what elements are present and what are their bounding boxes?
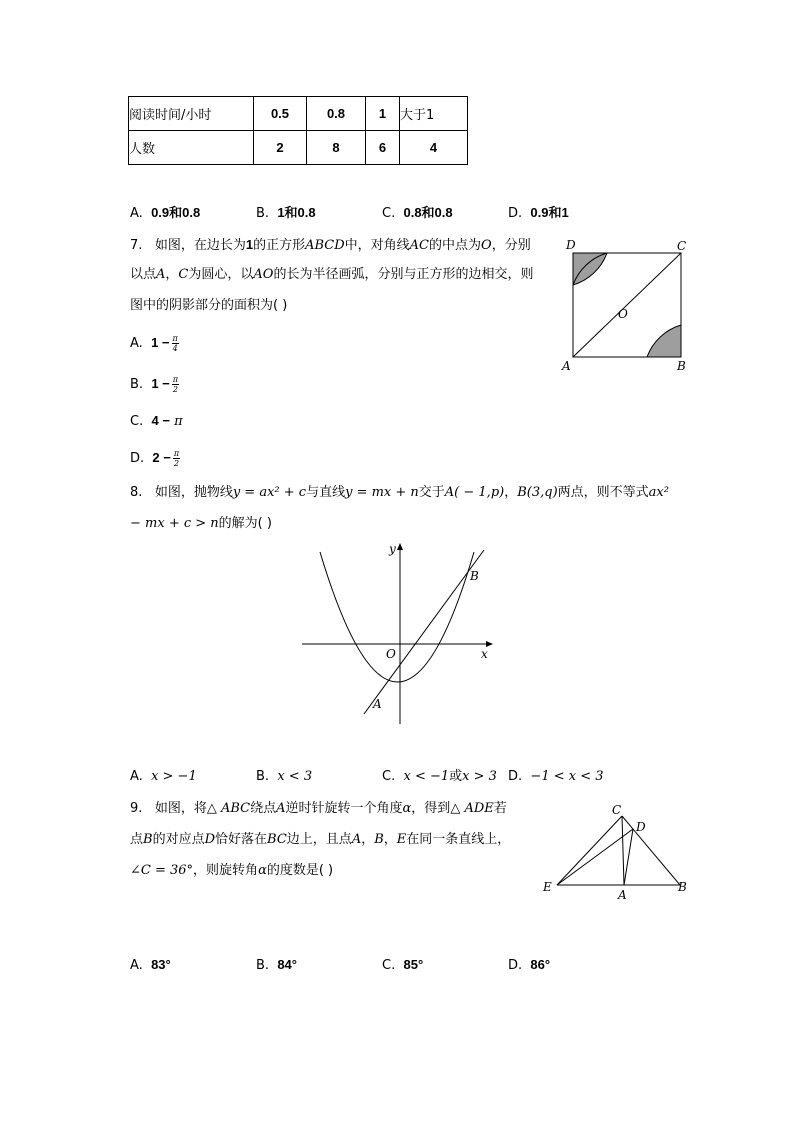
question-number: 7. xyxy=(130,238,143,253)
math: D xyxy=(204,832,216,847)
q6-option-b[interactable] xyxy=(256,204,316,223)
text: ， xyxy=(383,832,397,847)
text: 逆时针旋转一个角度 xyxy=(285,801,403,816)
q8-graph-figure xyxy=(296,536,502,730)
math: AO xyxy=(253,267,274,282)
parabola xyxy=(320,552,474,682)
option-text: 或 xyxy=(449,769,463,784)
segment-cb xyxy=(622,816,680,885)
math: △ ABC xyxy=(206,801,251,816)
q7-stem-line-1 xyxy=(130,236,531,255)
label-d: D xyxy=(636,820,646,834)
q6-option-c[interactable] xyxy=(382,204,453,223)
label-a: A xyxy=(562,359,571,373)
table-cell: 0.5 xyxy=(254,97,307,131)
numerator: π xyxy=(172,334,178,343)
reading-time-table xyxy=(128,96,468,165)
text: 的对应点 xyxy=(152,832,205,847)
text: 边上，且点 xyxy=(286,832,352,847)
table-row xyxy=(129,97,468,131)
math: y = ax² + c xyxy=(232,485,307,500)
segment-ed xyxy=(557,829,633,885)
text: 两点，则不等式 xyxy=(557,485,649,500)
option-label: A. xyxy=(130,958,143,973)
shaded-region-top-left xyxy=(573,253,607,285)
math: E xyxy=(396,832,407,847)
option-label: B. xyxy=(256,206,270,221)
option-label: B. xyxy=(130,377,144,392)
text: 绕点 xyxy=(250,801,277,816)
label-y: y xyxy=(389,542,396,556)
option-text: 0.9和1 xyxy=(530,205,569,220)
math: A xyxy=(351,832,362,847)
math: B xyxy=(374,832,384,847)
table-cell: 4 xyxy=(400,131,468,165)
math: △ ADE xyxy=(450,801,494,816)
option-text: 4 − xyxy=(151,413,170,428)
math: A( − 1,p) xyxy=(444,485,505,500)
text: ，分别 xyxy=(491,238,531,253)
text: ，则旋转角 xyxy=(193,863,259,878)
label-a: A xyxy=(373,697,382,711)
label-a: A xyxy=(618,888,627,902)
question-number: 9. xyxy=(130,801,143,816)
option-label: B. xyxy=(256,958,270,973)
label-b: B xyxy=(470,569,479,583)
text: 如图，抛物线 xyxy=(154,485,233,500)
option-text: 83° xyxy=(151,957,171,972)
math: y = mx + n xyxy=(345,485,419,500)
option-label: D. xyxy=(508,958,523,973)
option-text: x > 3 xyxy=(462,769,497,784)
text: 与直线 xyxy=(306,485,346,500)
option-text: 85° xyxy=(403,957,424,972)
option-text: x < −1 xyxy=(403,769,450,784)
option-text: π xyxy=(174,414,183,429)
q8-option-b[interactable] xyxy=(256,768,312,786)
math: ax² xyxy=(648,485,669,500)
label-b: B xyxy=(677,359,686,373)
text: 在同一条直线上， xyxy=(406,832,511,847)
label-o: O xyxy=(386,647,396,661)
table-cell: 2 xyxy=(254,131,307,165)
q9-stem-line-3 xyxy=(130,862,333,880)
q7-square-figure xyxy=(560,236,700,376)
shaded-region-bottom-right xyxy=(647,325,681,357)
option-label: C. xyxy=(382,958,396,973)
q7-stem-line-2 xyxy=(130,266,533,284)
text: ，得到 xyxy=(411,801,451,816)
label-c: C xyxy=(612,803,622,817)
q7-stem-line-3: 图中的阴影部分的面积为( ) xyxy=(130,298,288,313)
option-text: 84° xyxy=(277,957,297,972)
math: BC xyxy=(267,832,287,847)
math: B xyxy=(143,832,153,847)
q7-option-c[interactable] xyxy=(130,412,183,431)
option-label: D. xyxy=(508,769,523,784)
option-text: 86° xyxy=(530,957,551,972)
math: AC xyxy=(409,238,429,253)
math: B(3,q) xyxy=(517,485,558,500)
option-text: x < 3 xyxy=(277,769,313,784)
fraction xyxy=(172,375,179,394)
option-label: C. xyxy=(382,206,396,221)
label-c: C xyxy=(677,239,687,253)
text: 若 xyxy=(493,801,507,816)
text: 的解为( ) xyxy=(218,516,272,531)
math: A xyxy=(276,801,286,816)
question-number: 8. xyxy=(130,485,143,500)
table-cell: 1 xyxy=(366,97,400,131)
text: ， xyxy=(504,485,518,500)
option-label: D. xyxy=(130,451,145,466)
line-mx-n xyxy=(364,550,484,714)
option-text: 2 − xyxy=(152,450,171,465)
option-text: −1 < x < 3 xyxy=(530,769,604,784)
q6-option-a[interactable] xyxy=(130,204,200,223)
table-row xyxy=(129,131,468,165)
table-cell: 人数 xyxy=(129,131,254,165)
text: 以点 xyxy=(130,267,157,282)
math: ∠C = 36° xyxy=(130,863,194,878)
q9-option-a[interactable] xyxy=(130,956,171,975)
table-cell: 阅读时间/小时 xyxy=(129,97,254,131)
text: 恰好落在 xyxy=(215,832,268,847)
q7-option-d[interactable] xyxy=(130,449,180,468)
q6-option-d[interactable] xyxy=(508,204,569,223)
q8-option-c[interactable] xyxy=(382,768,497,786)
option-text: 0.9和0.8 xyxy=(151,205,201,220)
q7-option-b[interactable] xyxy=(130,375,179,394)
math: α xyxy=(402,801,412,816)
q9-stem-line-2 xyxy=(130,831,510,849)
label-x: x xyxy=(481,647,488,661)
option-label: A. xyxy=(130,206,143,221)
label-b: B xyxy=(678,880,687,894)
math: α xyxy=(258,863,267,878)
text: 交于 xyxy=(418,485,445,500)
option-label: A. xyxy=(130,336,143,351)
text: ， xyxy=(165,267,179,282)
q8-option-a[interactable] xyxy=(130,768,197,786)
q9-option-b[interactable] xyxy=(256,956,297,975)
text: 如图，在边长为 xyxy=(154,238,246,253)
option-label: B. xyxy=(256,769,270,784)
label-d: D xyxy=(566,238,576,252)
text: 点 xyxy=(130,832,144,847)
text: 的长为半径画弧，分别与正方形的边相交，则 xyxy=(273,267,534,282)
fraction xyxy=(172,334,179,353)
segment-ca xyxy=(622,816,624,885)
q8-stem-line-2 xyxy=(130,515,272,533)
math: − mx + c > n xyxy=(130,516,219,531)
label-e: E xyxy=(543,880,552,894)
numerator: π xyxy=(172,375,179,384)
segment-ec xyxy=(557,816,622,885)
option-text: x > −1 xyxy=(151,769,197,784)
text: ， xyxy=(361,832,375,847)
math: A xyxy=(156,267,166,282)
option-text: 1 − xyxy=(151,376,170,391)
text: 1 xyxy=(245,237,254,252)
text: 的度数是( ) xyxy=(266,863,334,878)
math: C xyxy=(178,267,189,282)
math: ABCD xyxy=(305,238,345,253)
table-cell: 8 xyxy=(307,131,366,165)
denominator: 2 xyxy=(173,459,180,468)
option-label: C. xyxy=(130,414,144,429)
text: 中，对角线 xyxy=(344,238,410,253)
text: 的正方形 xyxy=(253,238,306,253)
q9-option-d[interactable] xyxy=(508,956,550,975)
denominator: 4 xyxy=(172,344,178,353)
table-cell: 大于1 xyxy=(400,97,468,131)
option-label: C. xyxy=(382,769,396,784)
q9-triangle-figure xyxy=(540,800,696,904)
math: O xyxy=(481,238,492,253)
text: 的中点为 xyxy=(429,238,482,253)
fraction xyxy=(173,449,180,468)
option-text: 1 − xyxy=(151,335,170,350)
text: 为圆心，以 xyxy=(188,267,254,282)
option-text: 1和0.8 xyxy=(277,205,316,220)
text: 如图，将 xyxy=(154,801,207,816)
denominator: 2 xyxy=(172,385,178,394)
option-label: A. xyxy=(130,769,143,784)
table-cell: 6 xyxy=(366,131,400,165)
segment-da xyxy=(624,829,633,885)
option-label: D. xyxy=(508,206,523,221)
q9-stem-line-1 xyxy=(130,800,507,818)
numerator: π xyxy=(173,449,180,458)
label-o: O xyxy=(618,307,628,321)
table-cell: 0.8 xyxy=(307,97,366,131)
q8-option-d[interactable] xyxy=(508,768,604,786)
option-text: 0.8和0.8 xyxy=(403,205,453,220)
q7-option-a[interactable] xyxy=(130,334,179,353)
q8-stem-line-1 xyxy=(130,484,669,502)
q9-option-c[interactable] xyxy=(382,956,423,975)
